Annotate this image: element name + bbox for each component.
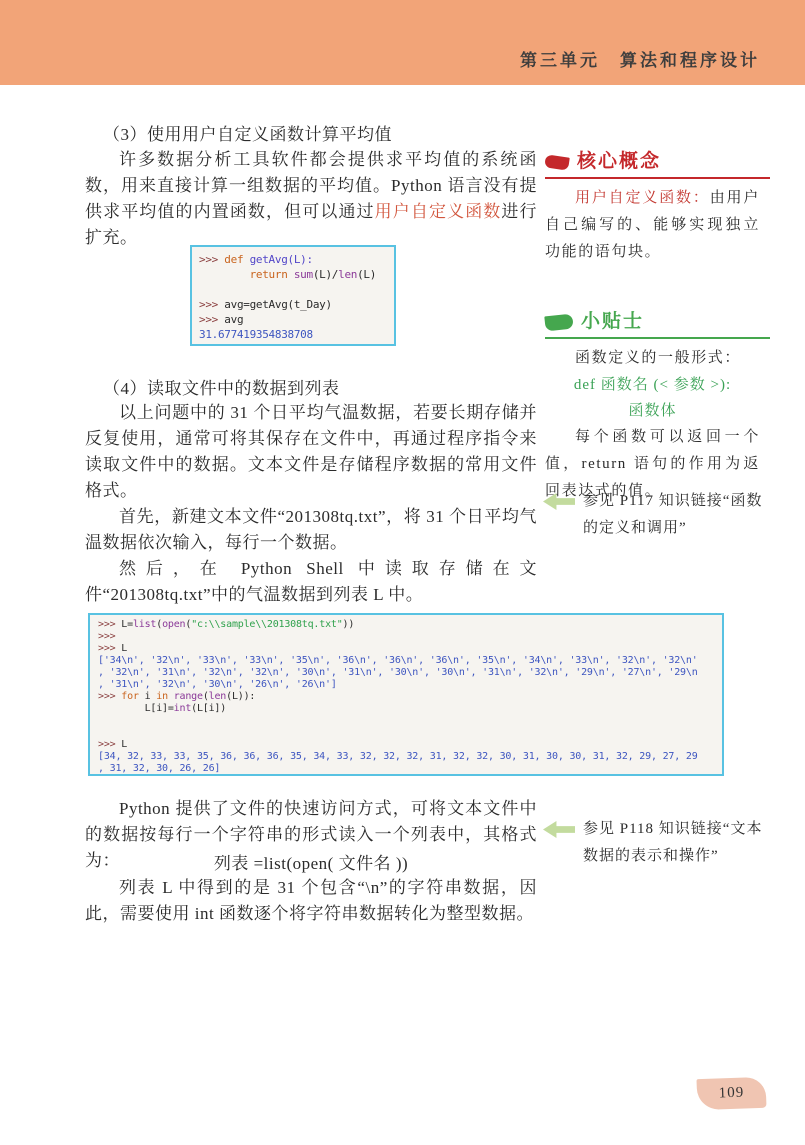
core-concept-header [545, 146, 770, 179]
code-screenshot-getavg: >>> def getAvg(L): return sum(L)/len(L) >>> avg=getAvg(t_Day) >>> avg 31.677419354838708 [190, 245, 396, 346]
green-leaf-icon [544, 314, 573, 332]
left-arrow-icon [543, 493, 575, 510]
unit-title: 第三单元 算法和程序设计 [520, 51, 760, 70]
tip-line-form: 函数定义的一般形式： [575, 350, 742, 366]
left-arrow-icon [543, 821, 575, 838]
paragraph-avg-intro: 许多数据分析工具软件都会提供求平均值的系统函数，用来直接计算一组数据的平均值。Python 语言没有提供求平均值的内置函数，但可以通过用户自定义函数进行扩充。 [85, 150, 538, 247]
list-open-formula: 列表 =list(open( 文件名 )) [213, 854, 409, 873]
header-bar [0, 0, 805, 85]
reference-p117 [543, 488, 768, 542]
reference-p118 [543, 816, 768, 870]
reference-p118-text: 参见 P118 知识链接“文本数据的表示和操作” [583, 821, 763, 864]
tip-def-body: 函数体 [628, 403, 677, 419]
core-concept-title: 核心概念 [577, 151, 662, 172]
paragraph-quick-access: Python 提供了文件的快速访问方式，可将文本文件中的数据按每行一个字符串的形式读入一个列表中，其格式为： [85, 799, 537, 870]
page-number-leaf [696, 1077, 766, 1110]
section-4-title: （4）读取文件中的数据到列表 [103, 379, 340, 398]
section-3-title: （3）使用用户自定义函数计算平均值 [103, 125, 392, 144]
red-leaf-icon [544, 154, 570, 170]
page-number: 109 [718, 1084, 745, 1102]
paragraph-create-file: 首先，新建文本文件“201308tq.txt”，将 31 个日平均气温数据依次输入，每行一个数据。 [85, 507, 537, 552]
core-concept-callout [545, 146, 770, 266]
tip-header [545, 306, 770, 339]
reference-p117-text: 参见 P117 知识链接“函数的定义和调用” [583, 493, 763, 536]
paragraph-int-convert: 列表 L 中得到的是 31 个包含“\n”的字符串数据，因此，需要使用 int 函数逐个将字符串数据转化为整型数据。 [85, 878, 537, 923]
tip-def-syntax: def 函数名 (< 参数 >): [573, 377, 732, 393]
core-concept-body: 用户自定义函数：由用户自己编写的、能够实现独立功能的语句块。 [545, 190, 760, 260]
tip-callout [545, 306, 770, 505]
tip-title: 小贴士 [581, 311, 645, 332]
paragraph-read-file: 然后，在 Python Shell 中读取存储在文件“201308tq.txt”中的气温数据到列表 L 中。 [85, 559, 537, 604]
code-screenshot-read-list: >>> L=list(open("c:\\sample\\201308tq.txt")) >>> >>> L ['34\n', '32\n', '33\n', '33\n', '35\n', '36\n', '36\n', '36\n', '35\n', '34\n', '33\n', '32\n', '32\n' , '32\n', '31\n', '32\n', '32\n', '30\n', '31\n', '30\n', '30\n', '31\n', '32\n', '29\n', '27\n', '29\n , '31\n', '32\n', '30\n', '26\n', '26\n'] >>> for i in range(len(L)): L[i]=int(L[i]) >>> L [34, 32, 33, 33, 35, 36, 36, 36, 35, 34, 33, 32, 32, 32, 31, 32, 32, 30, 31, 30, 30, 31, 32, 29, 27, 29 , 31, 32, 30, 26, 26] [88, 613, 724, 776]
tip-return-note: 每个函数可以返回一个值，return 语句的作用为返回表达式的值。 [545, 429, 760, 499]
paragraph-file-storage: 以上问题中的 31 个日平均气温数据，若要长期存储并反复使用，通常可将其保存在文件中，再通过程序指令来读取文件中的数据。文本文件是存储程序数据的常用文件格式。 [85, 403, 537, 500]
